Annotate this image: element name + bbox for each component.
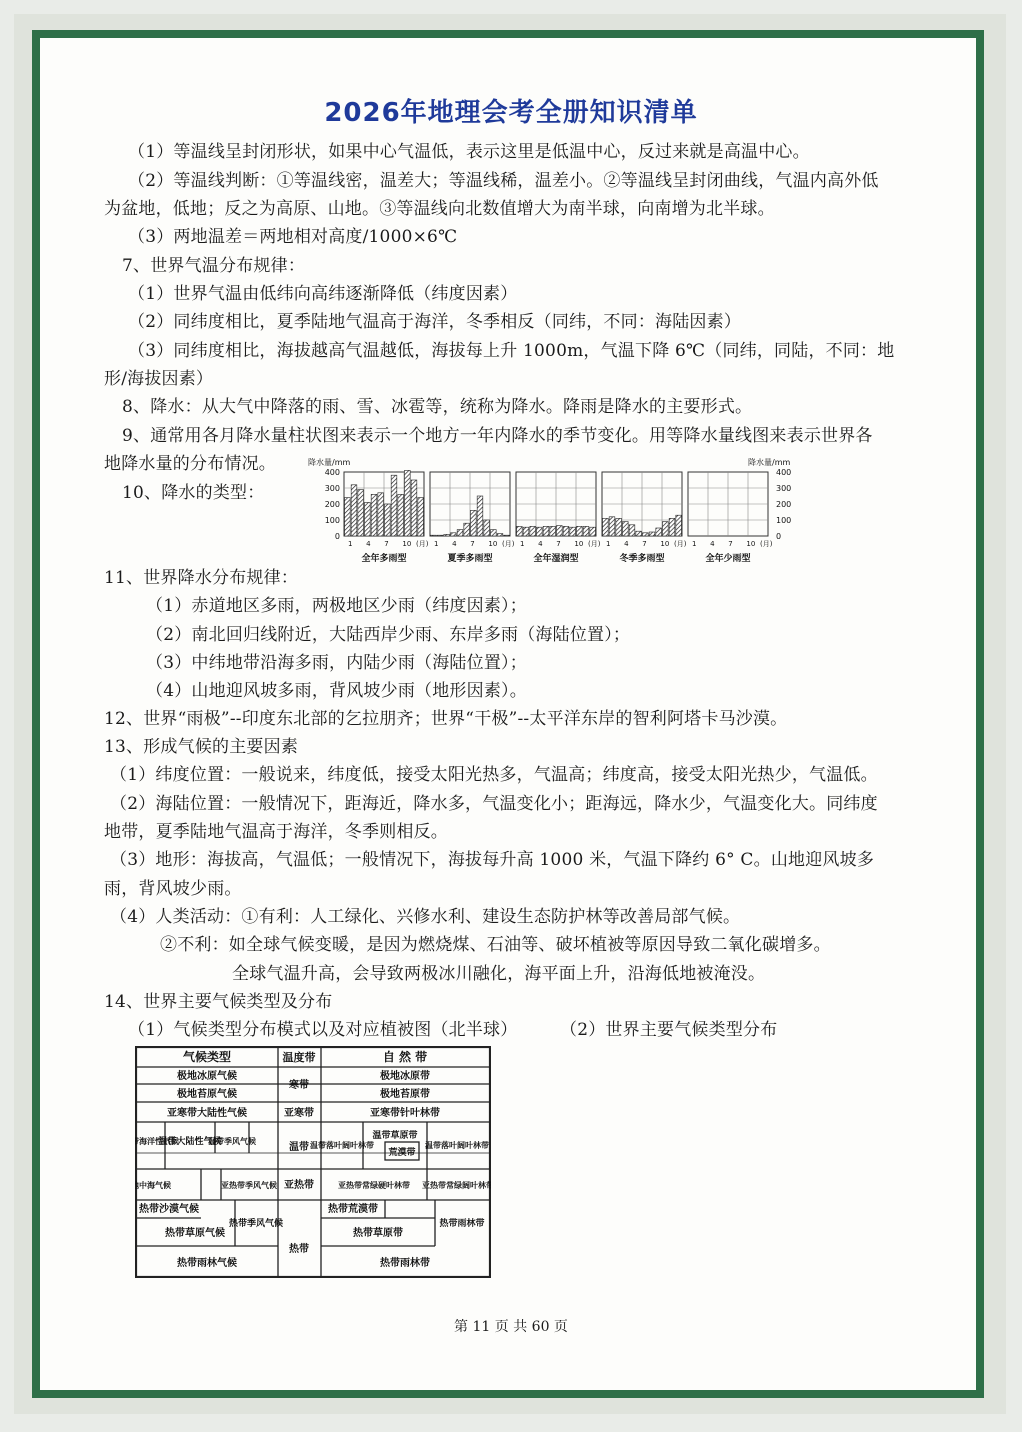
paragraph: （1）纬度位置：一般说来，纬度低，接受太阳光热多，气温高；纬度高，接受太阳光热少，气温低。 [110, 765, 878, 785]
section-heading: 11、世界降水分布规律： [104, 568, 299, 588]
table-cell: 亚热带常绿阔叶林带 [422, 1181, 491, 1190]
bar [418, 498, 424, 536]
x-tick-label: 1 [520, 540, 525, 548]
section-heading: 8、降水：从大气中降落的雨、雪、冰雹等，统称为降水。降雨是降水的主要形式。 [122, 397, 753, 417]
section-heading: 12、世界“雨极”--印度东北部的乞拉朋齐；世界“干极”--太平洋东岸的智利阿塔卡马沙漠。 [104, 709, 788, 729]
x-tick-label: 4 [624, 540, 629, 548]
table-cell: 温带落叶阔叶林带 [425, 1141, 489, 1150]
bar [616, 518, 622, 536]
table-header: 温度带 [282, 1051, 316, 1064]
paragraph: （1）世界气温由低纬向高纬逐渐降低（纬度因素） [128, 284, 518, 304]
y-tick-label: 200 [324, 500, 340, 509]
bar [378, 493, 384, 536]
climate-table [135, 1046, 491, 1278]
bar [530, 526, 536, 536]
table-cell: 热带雨林带 [439, 1219, 485, 1229]
bar [484, 520, 490, 536]
bar [537, 527, 543, 536]
y-axis-label: 降水量/mm [308, 458, 351, 467]
y-tick-label: 100 [324, 516, 340, 525]
paragraph: 雨，背风坡少雨。 [104, 879, 242, 899]
bar [636, 531, 642, 536]
bar [603, 518, 609, 536]
paragraph: （3）两地温差＝两地相对高度/1000×6℃ [128, 227, 458, 247]
bar [643, 533, 649, 536]
paragraph: （4）山地迎风坡多雨，背风坡少雨（地形因素）。 [146, 681, 527, 701]
paragraph: （2）同纬度相比，夏季陆地气温高于海洋，冬季相反（同纬，不同：海陆因素） [128, 312, 742, 332]
paragraph: （2）海陆位置：一般情况下，距海近，降水多，气温变化小；距海远，降水少，气温变化大。同纬度 [110, 794, 878, 814]
y-tick-label-right: 200 [776, 500, 792, 509]
table-cell: 热带沙漠气候 [139, 1204, 199, 1215]
table-cell: 温带大陆性气候 [158, 1137, 222, 1147]
table-cell: 亚热带 [284, 1180, 314, 1191]
table-cell: 温带季风气候 [208, 1137, 256, 1146]
series-label: 全年少雨型 [705, 554, 751, 564]
x-tick-label: 1 [434, 540, 439, 548]
x-tick-label: 4 [452, 540, 457, 548]
x-tick-label: 10 [746, 540, 756, 548]
x-tick-label: 7 [728, 540, 733, 548]
table-cell: 温带落叶阔叶林带 [310, 1141, 374, 1150]
x-tick-label: 4 [710, 540, 715, 548]
section-heading: 14、世界主要气候类型及分布 [104, 992, 333, 1012]
bar [676, 515, 682, 536]
table-cell: 热带荒漠带 [328, 1204, 378, 1215]
bar [497, 534, 503, 536]
x-tick-label: 7 [642, 540, 647, 548]
series-label: 夏季多雨型 [447, 554, 493, 564]
bar [583, 526, 589, 536]
bar [543, 526, 549, 536]
bar [444, 534, 450, 536]
x-tick-label: (月) [588, 540, 601, 548]
bar [398, 494, 404, 536]
bar [523, 527, 529, 536]
paragraph: 地带，夏季陆地气温高于海洋，冬季则相反。 [104, 822, 448, 842]
bar [649, 532, 655, 536]
bar [517, 526, 523, 536]
y-axis-label-right: 降水量/mm [748, 458, 791, 467]
x-tick-label: 10 [488, 540, 498, 548]
x-tick-label: 1 [692, 540, 697, 548]
y-tick-label: 400 [324, 468, 340, 477]
bar [358, 490, 364, 536]
y-tick-label-right: 100 [776, 516, 792, 525]
bar [431, 535, 437, 536]
series-label: 全年湿润型 [533, 554, 579, 564]
y-tick-label-right: 0 [776, 532, 782, 541]
x-tick-label: 7 [384, 540, 389, 548]
paragraph: （1）赤道地区多雨，两极地区少雨（纬度因素）； [146, 596, 527, 616]
x-tick-label: (月) [502, 540, 515, 548]
y-tick-label: 0 [334, 532, 340, 541]
series-label: 全年多雨型 [361, 554, 407, 564]
paragraph: （1）等温线呈封闭形状，如果中心气温低，表示这里是低温中心，反过来就是高温中心。 [128, 142, 810, 162]
bar [577, 526, 583, 536]
bar [405, 470, 411, 536]
y-tick-label-right: 400 [776, 468, 792, 477]
table-cell: 热带草原气候 [165, 1228, 225, 1239]
paragraph: （2）南北回归线附近，大陆西岸少雨、东岸多雨（海陆位置）； [146, 625, 631, 645]
paragraph: 全球气温升高，会导致两极冰川融化，海平面上升，沿海低地被淹没。 [232, 964, 766, 984]
table-cell: 亚寒带大陆性气候 [167, 1108, 247, 1119]
bar [590, 527, 596, 536]
bar [491, 530, 497, 536]
y-tick-label-right: 300 [776, 484, 792, 493]
x-tick-label: (月) [674, 540, 687, 548]
paragraph: （3）地形：海拔高，气温低；一般情况下，海拔每升高 1000 米，气温下降约 6° C。山地迎风坡多 [110, 850, 875, 870]
x-tick-label: 10 [574, 540, 584, 548]
table-cell: 极地苔原带 [380, 1089, 430, 1100]
table-cell: 亚热带季风气候 [221, 1181, 277, 1190]
table-cell: 极地冰原带 [380, 1071, 430, 1082]
paragraph: 形/海拔因素） [104, 369, 214, 389]
x-tick-label: 7 [470, 540, 475, 548]
y-tick-label: 300 [324, 484, 340, 493]
paragraph: 为盆地，低地；反之为高原、山地。③等温线向北数值增大为南半球，向南增为北半球。 [104, 199, 775, 219]
x-tick-label: 1 [606, 540, 611, 548]
bar [623, 522, 629, 536]
bar [371, 494, 377, 536]
bar [351, 485, 357, 536]
table-cell: 热带草原带 [353, 1228, 403, 1239]
bar [656, 528, 662, 536]
table-cell: 荒漠带 [388, 1148, 416, 1158]
table-cell: 亚寒带 [284, 1108, 314, 1119]
bar [391, 475, 397, 536]
bar [663, 522, 669, 536]
climate-table-svg [135, 1046, 491, 1278]
bar [437, 535, 443, 536]
bar [550, 526, 556, 536]
table-cell: 温带草原带 [372, 1131, 418, 1141]
page-title: 2026年地理会考全册知识清单 [324, 98, 698, 128]
bar [570, 527, 576, 536]
table-cell: 海洋性气候 [138, 1137, 179, 1146]
table-header: 自 然 带 [382, 1050, 428, 1064]
table-cell: 寒带 [289, 1080, 309, 1091]
bar [504, 535, 510, 536]
x-tick-label: 10 [402, 540, 412, 548]
table-cell: 温带 [289, 1142, 309, 1153]
bar [365, 502, 371, 536]
section-heading: 10、降水的类型： [122, 483, 265, 503]
bar [471, 510, 477, 536]
table-cell: 极地冰原气候 [177, 1071, 237, 1082]
bar [464, 523, 470, 536]
paragraph: （2）等温线判断：①等温线密，温差大；等温线稀，温差小。②等温线呈封闭曲线，气温内高外低 [128, 171, 879, 191]
precipitation-svg [306, 454, 806, 570]
bar [411, 480, 417, 536]
bar [451, 533, 457, 536]
section-heading: 7、世界气温分布规律： [122, 256, 306, 276]
x-tick-label: 10 [660, 540, 670, 548]
paragraph: （2）世界主要气候类型分布 [560, 1020, 778, 1040]
table-cell: 地中海气候 [135, 1181, 171, 1190]
section-heading: 9、通常用各月降水量柱状图来表示一个地方一年内降水的季节变化。用等降水量线图来表示世界各 [122, 426, 873, 446]
paragraph: （1）气候类型分布模式以及对应植被图（北半球） [128, 1020, 518, 1040]
x-tick-label: (月) [416, 540, 429, 548]
bar [609, 517, 615, 536]
page-footer: 第 11 页 共 60 页 [454, 1319, 568, 1335]
table-header: 气候类型 [182, 1050, 232, 1064]
bar [385, 504, 391, 536]
x-tick-label: 4 [538, 540, 543, 548]
paragraph: （3）同纬度相比，海拔越高气温越低，海拔每上升 1000m，气温下降 6℃（同纬，同陆，不同：地 [128, 341, 895, 361]
table-cell: 热带 [289, 1244, 309, 1255]
paragraph: （3）中纬地带沿海多雨，内陆少雨（海陆位置）； [146, 653, 527, 673]
table-cell: 极地苔原气候 [177, 1089, 237, 1100]
bar [345, 498, 351, 536]
paragraph: ②不利：如全球气候变暖，是因为燃烧煤、石油等、破坏植被等原因导致二氧化碳增多。 [160, 935, 831, 955]
x-tick-label: 4 [366, 540, 371, 548]
bar [557, 526, 563, 536]
paragraph: （4）人类活动：①有利：人工绿化、兴修水利、建设生态防护林等改善局部气候。 [110, 907, 741, 927]
table-cell: 亚热带常绿硬叶林带 [338, 1181, 410, 1190]
x-tick-label: 1 [348, 540, 353, 548]
x-tick-label: 7 [556, 540, 561, 548]
bar [477, 496, 483, 536]
bar [669, 518, 675, 536]
table-cell: 热带季风气候 [228, 1219, 284, 1229]
table-cell: 亚寒带针叶林带 [370, 1108, 440, 1119]
bar [563, 526, 569, 536]
series-label: 冬季多雨型 [619, 554, 665, 564]
bar [629, 525, 635, 536]
bar [457, 530, 463, 536]
precipitation-chart [306, 454, 806, 570]
paragraph: 地降水量的分布情况。 [104, 454, 276, 474]
section-heading: 13、形成气候的主要因素 [104, 737, 299, 757]
x-tick-label: (月) [760, 540, 773, 548]
table-cell: 热带雨林气候 [177, 1258, 237, 1269]
table-cell: 热带雨林带 [380, 1258, 430, 1269]
